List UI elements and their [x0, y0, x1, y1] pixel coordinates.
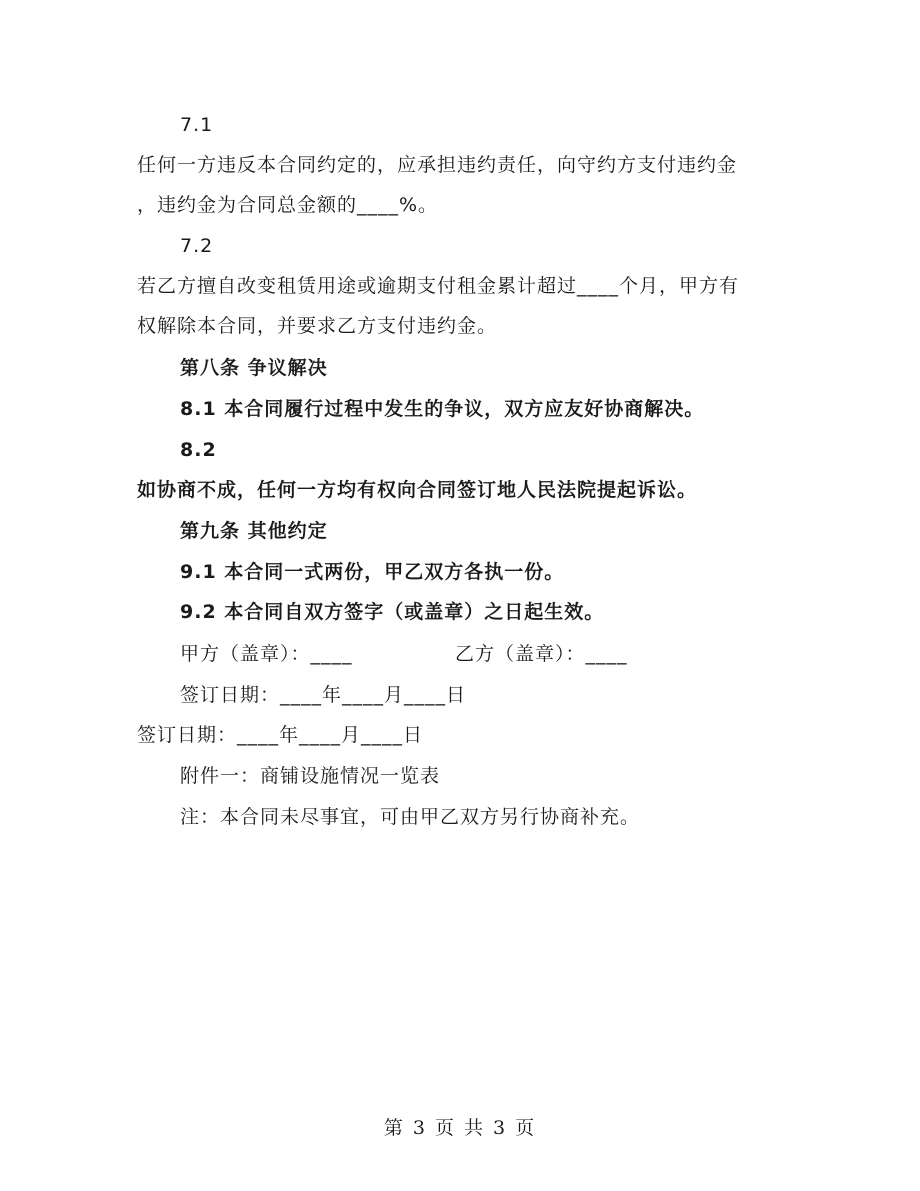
clause-9-1: 9.1 本合同一式两份，甲乙双方各执一份。	[180, 561, 565, 583]
clause-7-2-text-line1: 若乙方擅自改变租赁用途或逾期支付租金累计超过____个月，甲方有	[137, 275, 740, 297]
note-line: 注：本合同未尽事宜，可由甲乙双方另行协商补充。	[180, 806, 641, 828]
clause-7-2-number: 7.2	[180, 235, 214, 257]
article-9-heading: 第九条 其他约定	[180, 520, 328, 542]
clause-7-1-text-line2: ，违约金为合同总金额的____%。	[137, 194, 439, 216]
sign-date-indented: 签订日期：____年____月____日	[180, 684, 467, 706]
page-footer: 第 3 页 共 3 页	[383, 1117, 537, 1139]
clause-9-2: 9.2 本合同自双方签字（或盖章）之日起生效。	[180, 601, 605, 623]
party-a-seal: 甲方（盖章）：____	[180, 643, 353, 665]
clause-8-2-number: 8.2	[180, 439, 217, 461]
sign-date: 签订日期：____年____月____日	[137, 724, 424, 746]
clause-7-1-text-line1: 任何一方违反本合同约定的，应承担违约责任，向守约方支付违约金	[137, 154, 738, 176]
article-8-heading: 第八条 争议解决	[180, 357, 328, 379]
clause-7-1-number: 7.1	[180, 114, 214, 136]
attachment-line: 附件一：商铺设施情况一览表	[180, 765, 441, 787]
clause-8-1: 8.1 本合同履行过程中发生的争议，双方应友好协商解决。	[180, 398, 705, 420]
clause-8-2-text: 如协商不成，任何一方均有权向合同签订地人民法院提起诉讼。	[137, 479, 698, 501]
clause-7-2-text-line2: 权解除本合同，并要求乙方支付违约金。	[137, 315, 498, 337]
party-b-seal: 乙方（盖章）：____	[455, 643, 628, 665]
